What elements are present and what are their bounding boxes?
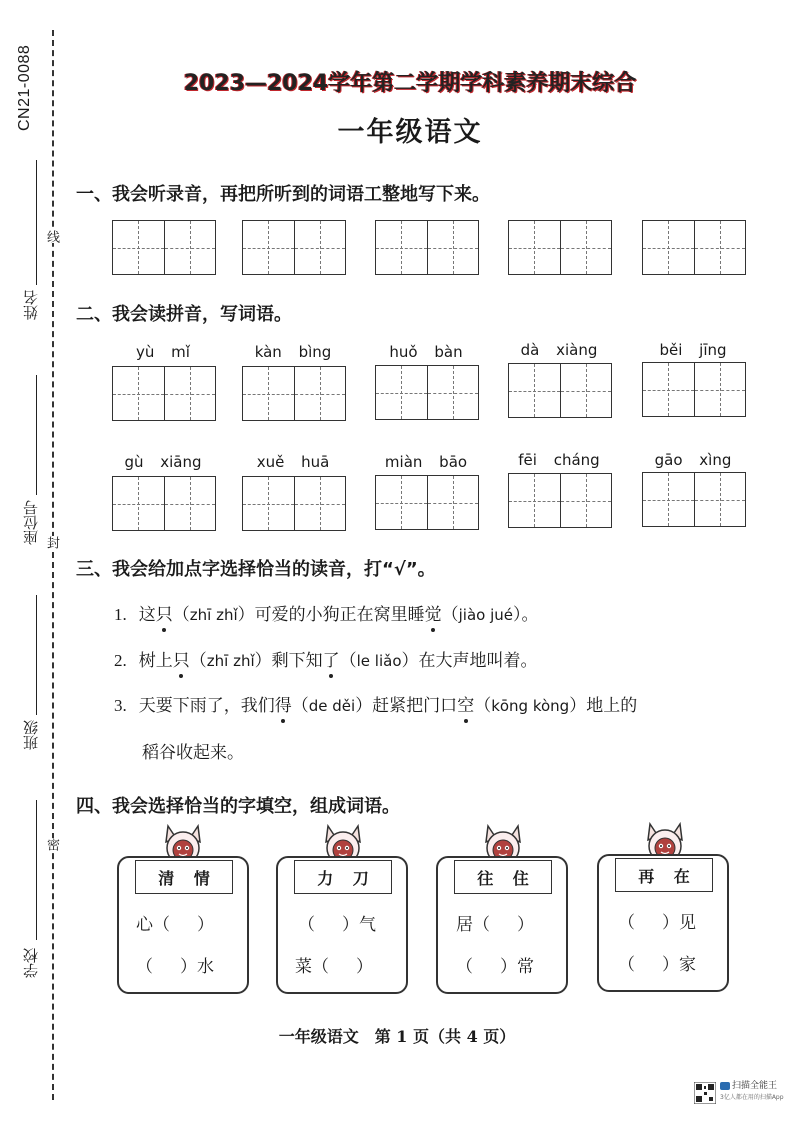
binding-word-secret: 密 (44, 838, 59, 851)
scanner-watermark: 扫描全能王 3亿人都在用的扫描App (720, 1081, 784, 1101)
seat-line (36, 375, 37, 495)
fill-blank[interactable]: （ ）水 (136, 957, 215, 977)
section2-heading: 二、我会读拼音，写词语。 (76, 304, 292, 325)
section4-heading: 四、我会选择恰当的字填空，组成词语。 (76, 796, 400, 817)
writing-grid[interactable] (242, 220, 346, 275)
dotted-char: 了 (322, 651, 340, 671)
section1-heading: 一、我会听录音，再把所听到的词语工整地写下来。 (76, 184, 490, 205)
writing-grid[interactable] (242, 366, 346, 421)
fill-blank[interactable]: （ ）常 (456, 957, 535, 977)
pinyin-label: běi jīng (659, 341, 727, 359)
document-code: CN21-0088 (16, 44, 33, 132)
question-3-continuation: 稻谷收起来。 (142, 743, 244, 763)
school-label: 学校 (22, 948, 40, 978)
choice-sign: 再 在 (615, 858, 713, 892)
question-1: 1. 这只（zhī zhǐ）可爱的小狗正在窝里睡觉（jiào jué）。 (114, 605, 539, 625)
binding-word-seal: 封 (44, 536, 59, 549)
school-line (36, 800, 37, 940)
qr-code-icon (694, 1082, 716, 1104)
section3-heading: 三、我会给加点字选择恰当的读音，打“√”。 (76, 559, 436, 580)
pinyin-label: gāo xìng (654, 451, 732, 469)
pinyin-options[interactable]: zhī zhǐ (206, 652, 255, 670)
dotted-char: 只 (155, 605, 173, 625)
dotted-char: 觉 (424, 605, 442, 625)
dotted-char: 得 (274, 696, 292, 716)
dotted-char: 空 (457, 696, 475, 716)
choice-sign: 往 住 (454, 860, 552, 894)
pinyin-options[interactable]: jiào jué (458, 606, 513, 624)
class-label: 班级 (22, 720, 40, 750)
scanner-logo-icon (720, 1082, 730, 1090)
exam-subtitle: 一年级语文 (337, 117, 483, 148)
pinyin-options[interactable]: de děi (308, 697, 356, 715)
fill-blank[interactable]: （ ）见 (618, 913, 697, 933)
binding-dashed-line (52, 30, 54, 1100)
pinyin-label: huǒ bàn (389, 343, 463, 361)
pinyin-label: kàn bìng (254, 343, 332, 361)
writing-grid[interactable] (242, 476, 346, 531)
writing-grid[interactable] (375, 220, 479, 275)
seat-label: 座位号 (22, 500, 40, 545)
fill-blank[interactable]: （ ）家 (618, 955, 697, 975)
pinyin-label: dà xiàng (520, 341, 598, 359)
pinyin-options[interactable]: kōng kòng (491, 697, 570, 715)
pinyin-label: miàn bāo (384, 453, 468, 471)
writing-grid[interactable] (508, 363, 612, 418)
writing-grid[interactable] (112, 476, 216, 531)
writing-grid[interactable] (642, 362, 746, 417)
pinyin-label: xuě huā (256, 453, 330, 471)
writing-grid[interactable] (642, 472, 746, 527)
choice-sign: 清 情 (135, 860, 233, 894)
writing-grid[interactable] (112, 220, 216, 275)
binding-word-line: 线 (44, 230, 59, 243)
writing-grid[interactable] (508, 473, 612, 528)
name-label: 姓名 (22, 290, 40, 320)
fill-blank[interactable]: 心（ ） (136, 915, 215, 935)
page-footer: 一年级语文 第 1 页（共 4 页） (278, 1027, 516, 1046)
pinyin-label: yù mǐ (136, 343, 190, 361)
name-line (36, 160, 37, 285)
writing-grid[interactable] (375, 475, 479, 530)
exam-title: 2023—2024学年第二学期学科素养期末综合 (183, 71, 637, 96)
question-2: 2. 树上只（zhī zhǐ）剩下知了（le liǎo）在大声地叫着。 (114, 651, 538, 671)
choice-sign: 力 刀 (294, 860, 392, 894)
dotted-char: 只 (172, 651, 190, 671)
writing-grid[interactable] (642, 220, 746, 275)
writing-grid[interactable] (375, 365, 479, 420)
fill-blank[interactable]: （ ）气 (298, 915, 377, 935)
writing-grid[interactable] (508, 220, 612, 275)
class-line (36, 595, 37, 715)
fill-blank[interactable]: 菜（ ） (295, 957, 374, 977)
pinyin-label: fēi cháng (518, 451, 600, 469)
writing-grid[interactable] (112, 366, 216, 421)
question-3: 3. 天要下雨了，我们得（de děi）赶紧把门口空（kōng kòng）地上的 (114, 696, 638, 716)
pinyin-options[interactable]: zhī zhǐ (189, 606, 238, 624)
fill-blank[interactable]: 居（ ） (456, 915, 535, 935)
pinyin-label: gù xiāng (124, 453, 202, 471)
pinyin-options[interactable]: le liǎo (356, 652, 402, 670)
